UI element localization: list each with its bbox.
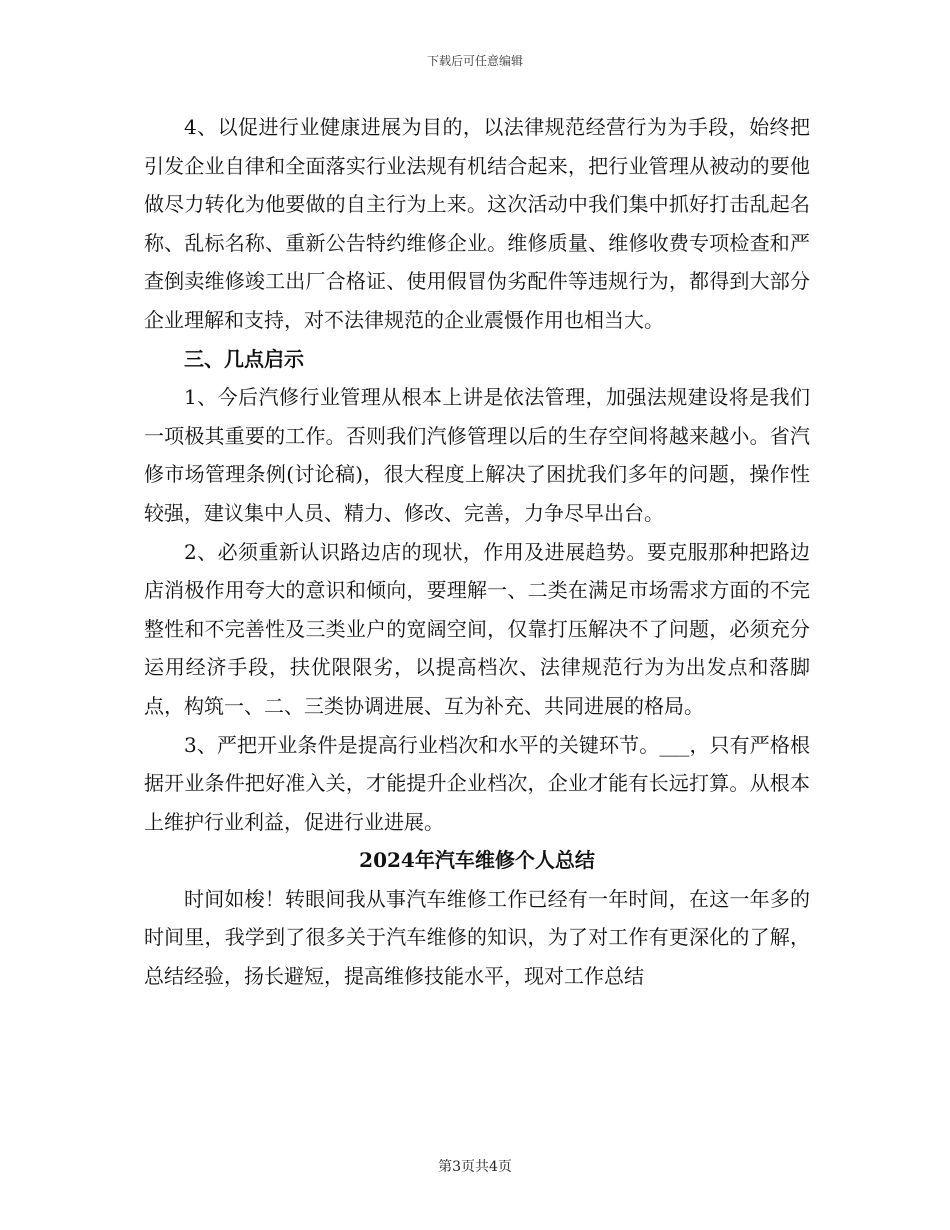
paragraph-summary-intro: 时间如梭！转眼间我从事汽车维修工作已经有一年时间，在这一年多的时间里，我学到了很多关于汽车维修的知识，为了对工作有更深化的了解，总结经验，扬长避短，提高维修技能水平，现对工作总结 [144, 886, 810, 989]
document-title: 2024年汽车维修个人总结 [359, 848, 595, 873]
page-header-note: 下载后可任意编辑 [426, 54, 523, 68]
page-number: 第3页共4页 [438, 1159, 512, 1175]
paragraph-insight-1: 1、今后汽修行业管理从根本上讲是依法管理，加强法规建设将是我们一项极其重要的工作。否则我们汽修管理以后的生存空间将越来越小。省汽修市场管理条例(讨论稿)，很大程度上解决了困扰我们多年的问题，操作性较强，建议集中人员、精力、修改、完善，力争尽早出台。 [144, 385, 810, 525]
section-heading-insights: 三、几点启示 [184, 346, 304, 371]
paragraph-insight-2: 2、必须重新认识路边店的现状，作用及进展趋势。要克服那种把路边店消极作用夸大的意识和倾向，要理解一、二类在满足市场需求方面的不完整性和不完善性及三类业户的宽阔空间，仅靠打压解决不了问题，必须充分运用经济手段，扶优限限劣，以提高档次、法律规范行为为出发点和落脚点，构筑一、二、三类协调进展、互为补充、共同进展的格局。 [144, 539, 810, 718]
paragraph-insight-3: 3、严把开业条件是提高行业档次和水平的关键环节。___，只有严格根据开业条件把好准入关，才能提升企业档次，企业才能有长远打算。从根本上维护行业利益，促进行业进展。 [144, 732, 810, 834]
paragraph-point-4: 4、以促进行业健康进展为目的，以法律规范经营行为为手段，始终把引发企业自律和全面落实行业法规有机结合起来，把行业管理从被动的要他做尽力转化为他要做的自主行为上来。这次活动中我们集中抓好打击乱起名称、乱标名称、重新公告特约维修企业。维修质量、维修收费专项检查和严查倒卖维修竣工出厂合格证、使用假冒伪劣配件等违规行为，都得到大部分企业理解和支持，对不法律规范的企业震慑作用也相当大。 [144, 115, 810, 332]
document-body [144, 108, 810, 996]
